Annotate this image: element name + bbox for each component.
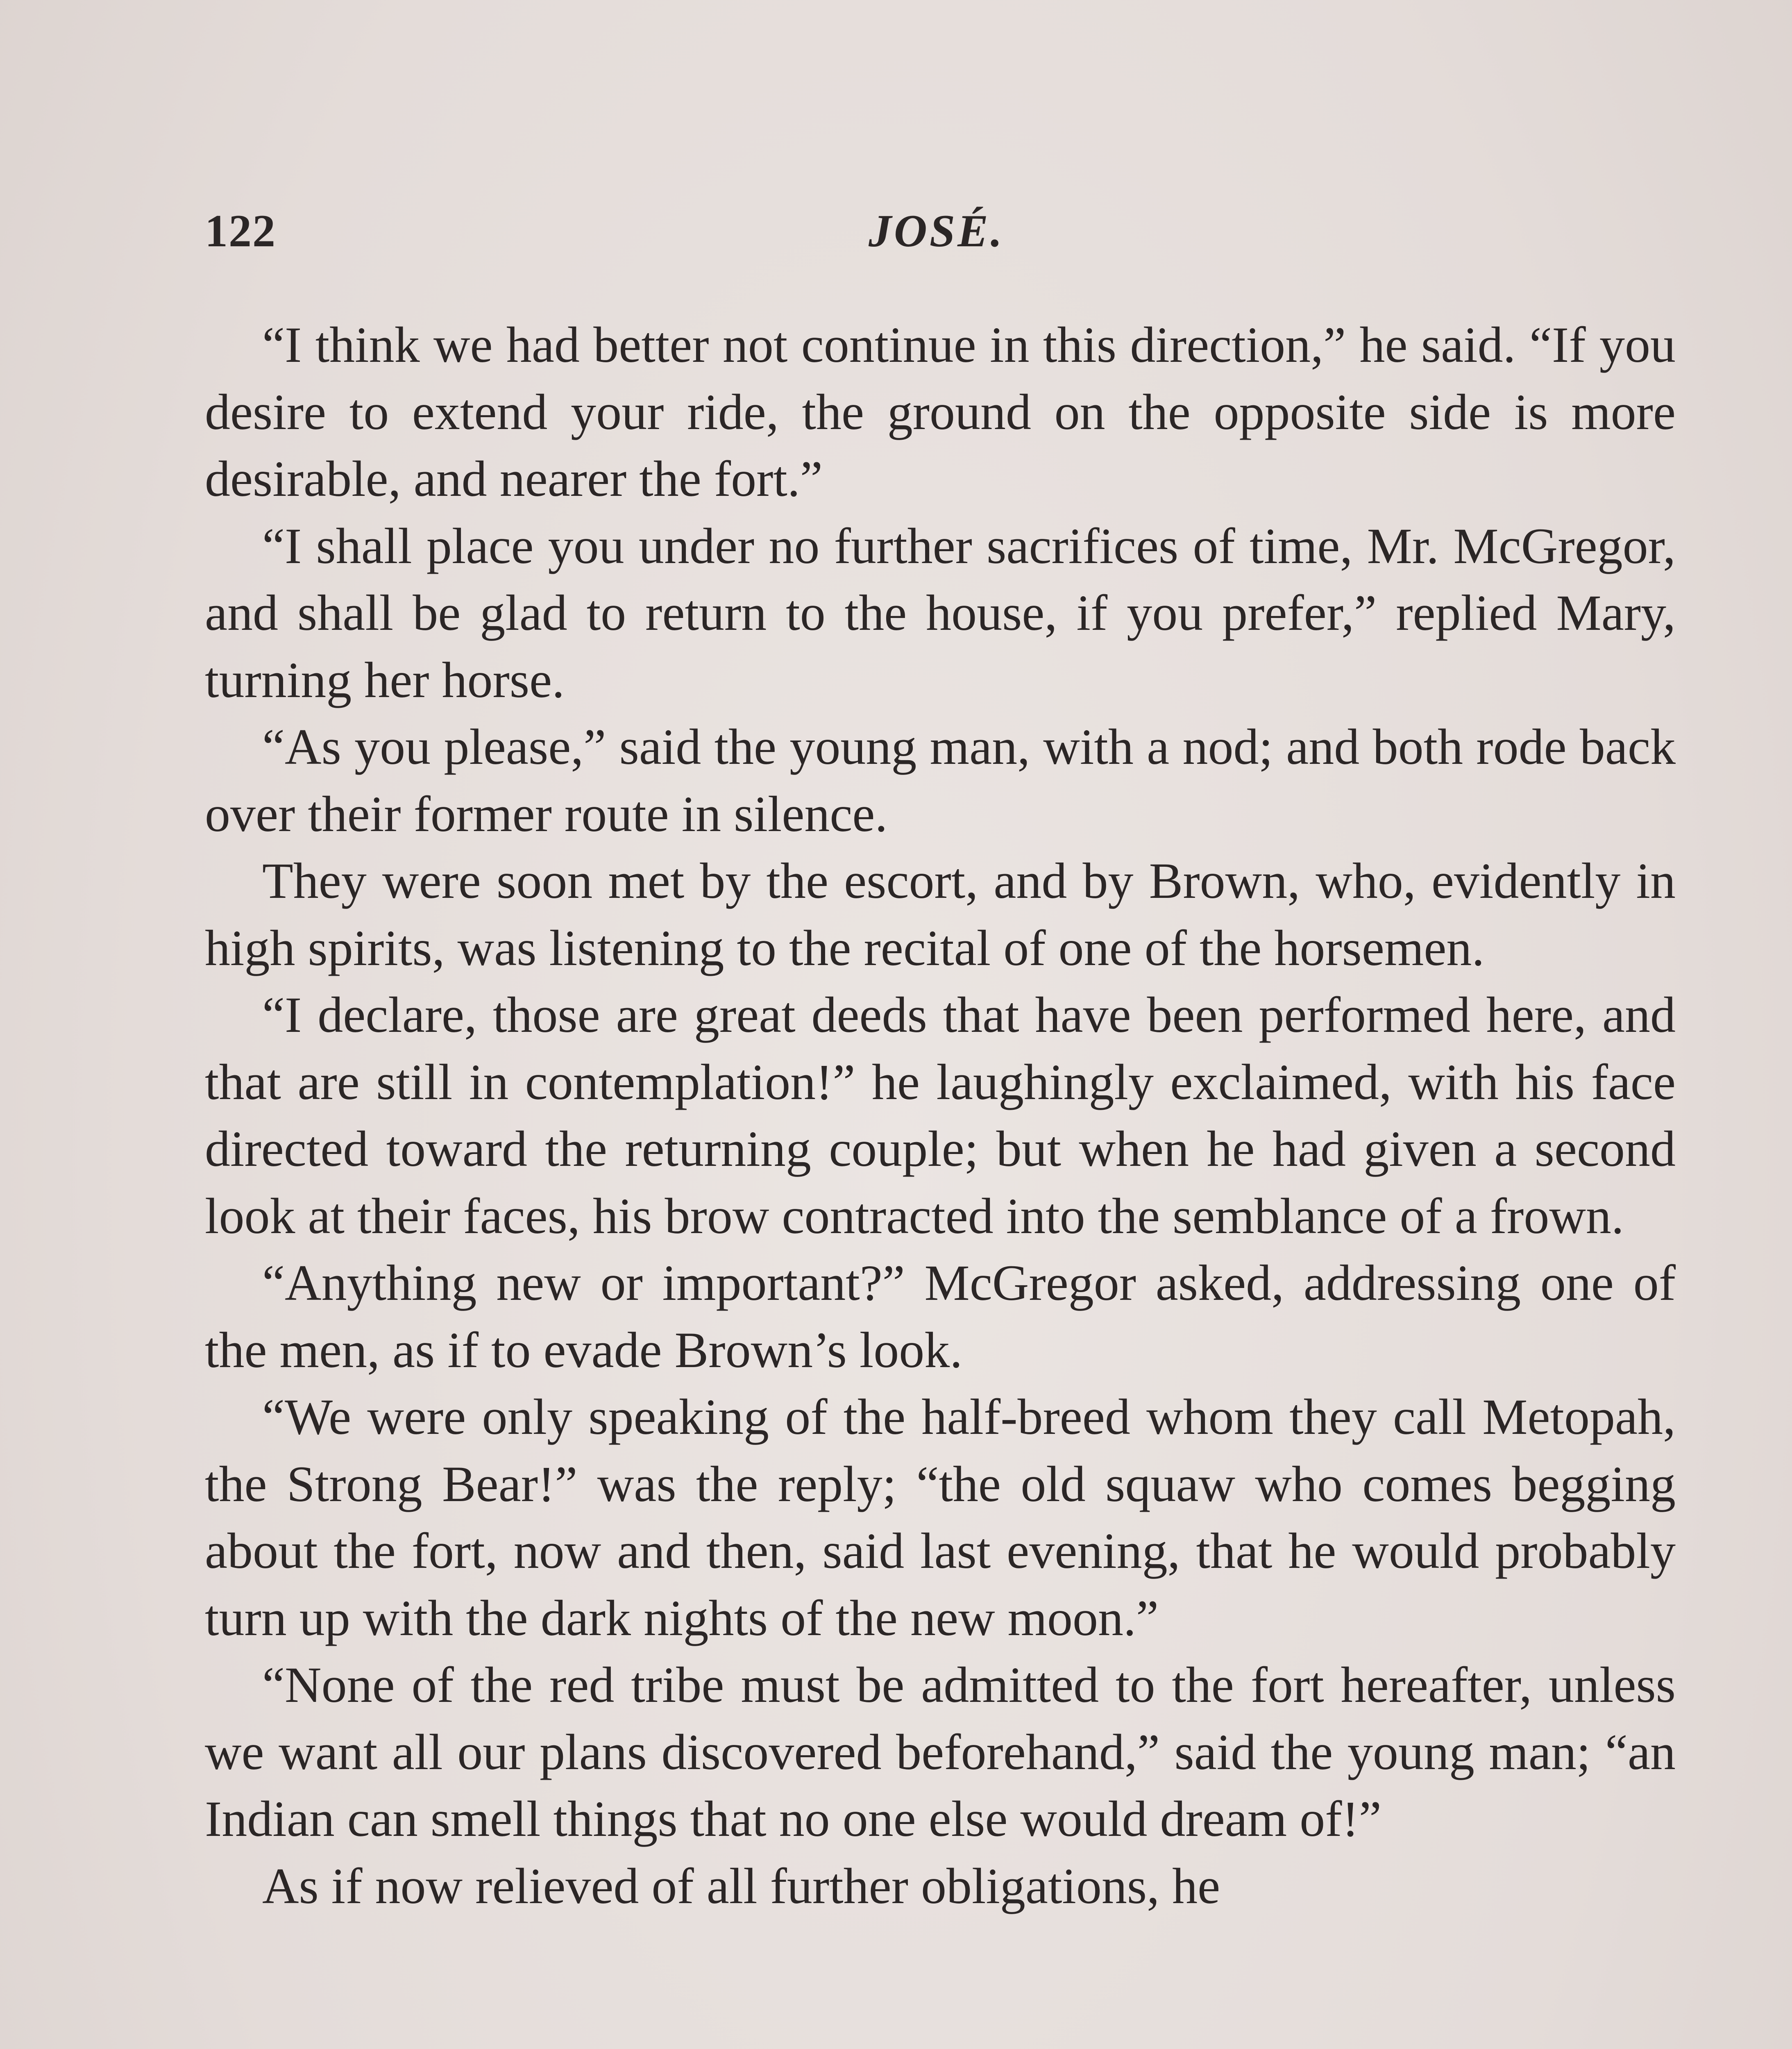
paragraph: “We were only speaking of the half-breed whom they call Metopah, the Strong Bear!” was the reply; “the old squaw who comes begging about the fort, now and then, said last evening, that he would probably turn up with the dark nights of the new moon.” bbox=[205, 1389, 1676, 1646]
paragraph: “I think we had better not continue in this direction,” he said. “If you desire to extend your ride, the ground on the opposite side is more desirable, and nearer the fort.” bbox=[205, 317, 1676, 507]
paragraph: “Anything new or important?” McGregor asked, addressing one of the men, as if to evade Brown’s look. bbox=[205, 1255, 1676, 1378]
paragraph: “None of the red tribe must be admitted to the fort hereafter, unless we want all our plans discovered beforehand,” said the young man; “an Indian can smell things that no one else would dream of!” bbox=[205, 1657, 1676, 1847]
paragraph: “I shall place you under no further sacrifices of time, Mr. McGregor, and shall be glad to return to the house, if you prefer,” replied Mary, turning her horse. bbox=[205, 518, 1676, 708]
body-text bbox=[205, 311, 1676, 1920]
running-head bbox=[205, 205, 1680, 270]
running-title: JOSÉ. bbox=[869, 206, 1005, 257]
paragraph: As if now relieved of all further obligations, he bbox=[262, 1858, 1220, 1914]
paragraph: They were soon met by the escort, and by Brown, who, evidently in high spirits, was listening to the recital of one of the horsemen. bbox=[205, 853, 1676, 976]
paragraph: “As you please,” said the young man, with a nod; and both rode back over their former route in silence. bbox=[205, 719, 1676, 842]
paragraph: “I declare, those are great deeds that have been performed here, and that are still in contemplation!” he laughingly exclaimed, with his face directed toward the returning couple; but when he had given a second look at their faces, his brow contracted into the semblance of a frown. bbox=[205, 987, 1676, 1244]
page-number: 122 bbox=[205, 206, 276, 257]
